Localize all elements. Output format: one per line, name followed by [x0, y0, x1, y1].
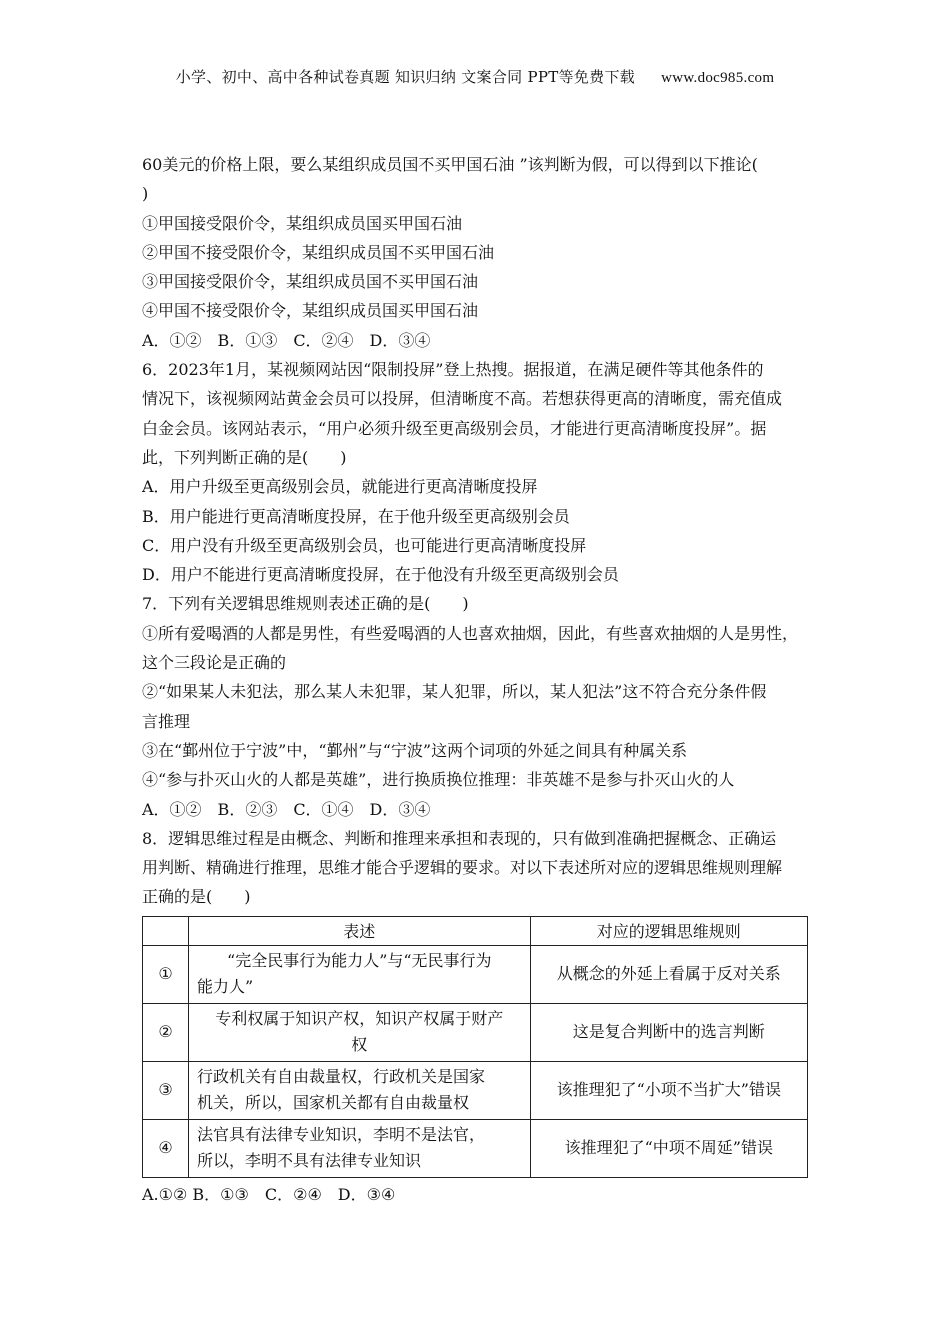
row-number: ③ — [143, 1061, 189, 1119]
q5-line: 60美元的价格上限，要么某组织成员国不买甲国石油 ”该判断为假，可以得到以下推论( — [142, 155, 758, 174]
row-number: ④ — [143, 1119, 189, 1177]
row-rule: 该推理犯了“小项不当扩大”错误 — [530, 1061, 807, 1119]
question-6 — [142, 355, 812, 589]
row-description-line: 专利权属于知识产权，知识产权属于财产 — [215, 1009, 504, 1029]
row-description — [189, 1003, 531, 1061]
page-header — [0, 66, 950, 87]
q5-option-2: ②甲国不接受限价令，某组织成员国不买甲国石油 — [142, 242, 495, 262]
row-rule: 这是复合判断中的选言判断 — [530, 1003, 807, 1061]
question-8 — [142, 824, 812, 1210]
q7-answer-choices: A．①② B．②③ C．①④ D．③④ — [142, 799, 431, 819]
q5-option-4: ④甲国不接受限价令，某组织成员国买甲国石油 — [142, 301, 479, 321]
q7-line: ④“参与扑灭山火的人都是英雄”，进行换质换位推理：非英雄不是参与扑灭山火的人 — [142, 770, 735, 790]
row-description — [189, 1119, 531, 1177]
q5-line: ) — [142, 184, 149, 204]
table-header-cell: 表述 — [189, 916, 531, 945]
table-header-cell: 对应的逻辑思维规则 — [530, 916, 807, 945]
q6-choice-b: B．用户能进行更高清晰度投屏，在于他升级至更高级别会员 — [142, 506, 570, 526]
row-description — [189, 945, 531, 1003]
question-7 — [142, 589, 812, 823]
header-text: 小学、初中、高中各种试卷真题 知识归纳 文案合同 PPT等免费下载 — [175, 68, 636, 86]
table-header-cell — [143, 916, 189, 945]
row-number: ② — [143, 1003, 189, 1061]
q8-table-wrapper — [142, 916, 812, 1178]
row-description-line: 行政机关有自由裁量权，行政机关是国家 — [197, 1067, 486, 1087]
row-description-line: “完全民事行为能力人”与“无民事行为 — [227, 951, 492, 971]
row-rule: 从概念的外延上看属于反对关系 — [530, 945, 807, 1003]
q8-line: 8．逻辑思维过程是由概念、判断和推理来承担和表现的，只有做到准确把握概念、正确运 — [142, 828, 777, 848]
row-description-line: 权 — [351, 1035, 368, 1055]
q5-option-3: ③甲国接受限价令，某组织成员国不买甲国石油 — [142, 272, 479, 292]
q6-choice-a: A．用户升级至更高级别会员，就能进行更高清晰度投屏 — [142, 477, 538, 497]
q8-line: 用判断、精确进行推理，思维才能合乎逻辑的要求。对以下表述所对应的逻辑思维规则理解 — [142, 858, 783, 878]
q5-answer-choices: A．①② B．①③ C．②④ D．③④ — [142, 330, 431, 350]
q6-line: 情况下，该视频网站黄金会员可以投屏，但清晰度不高。若想获得更高的清晰度，需充值成 — [142, 389, 783, 409]
q7-line: ①所有爱喝酒的人都是男性，有些爱喝酒的人也喜欢抽烟，因此，有些喜欢抽烟的人是男性， — [142, 623, 799, 643]
q7-line: ③在“鄞州位于宁波”中，“鄞州”与“宁波”这两个词项的外延之间具有种属关系 — [142, 740, 688, 760]
row-rule: 该推理犯了“中项不周延”错误 — [530, 1119, 807, 1177]
q5-option-1: ①甲国接受限价令，某组织成员国买甲国石油 — [142, 213, 463, 233]
table-row — [143, 1061, 808, 1119]
q6-choice-d: D．用户不能进行更高清晰度投屏，在于他没有升级至更高级别会员 — [142, 565, 619, 585]
q7-line: 言推理 — [142, 711, 191, 731]
row-description-line: 所以，李明不具有法律专业知识 — [197, 1151, 422, 1171]
table-row — [143, 1003, 808, 1061]
q8-line: 正确的是( ) — [142, 887, 251, 907]
q7-line: 7．下列有关逻辑思维规则表述正确的是( ) — [142, 594, 469, 614]
q6-line: 此，下列判断正确的是( ) — [142, 447, 347, 467]
table-row — [143, 945, 808, 1003]
q6-line: 6．2023年1月，某视频网站因“限制投屏”登上热搜。据报道，在满足硬件等其他条件的 — [142, 360, 764, 380]
q8-table — [142, 916, 808, 1178]
document-body — [142, 150, 812, 1210]
row-description-line: 机关，所以，国家机关都有自由裁量权 — [197, 1093, 470, 1113]
row-description-line: 能力人” — [197, 977, 254, 997]
q7-line: ②“如果某人未犯法，那么某人未犯罪，某人犯罪，所以，某人犯法”这不符合充分条件假 — [142, 682, 767, 702]
header-site: www.doc985.com — [661, 70, 775, 86]
q6-line: 白金会员。该网站表示，“用户必须升级至更高级别会员，才能进行更高清晰度投屏”。据 — [142, 418, 767, 438]
row-description — [189, 1061, 531, 1119]
table-row — [143, 1119, 808, 1177]
q7-line: 这个三段论是正确的 — [142, 653, 287, 673]
row-number: ① — [143, 945, 189, 1003]
row-description-line: 法官具有法律专业知识，李明不是法官， — [197, 1125, 486, 1145]
q8-answer-choices: A.①② B．①③ C．②④ D．③④ — [142, 1184, 396, 1204]
q6-choice-c: C．用户没有升级至更高级别会员，也可能进行更高清晰度投屏 — [142, 535, 587, 555]
table-header-row — [143, 916, 808, 945]
question-5-continued — [142, 150, 812, 355]
